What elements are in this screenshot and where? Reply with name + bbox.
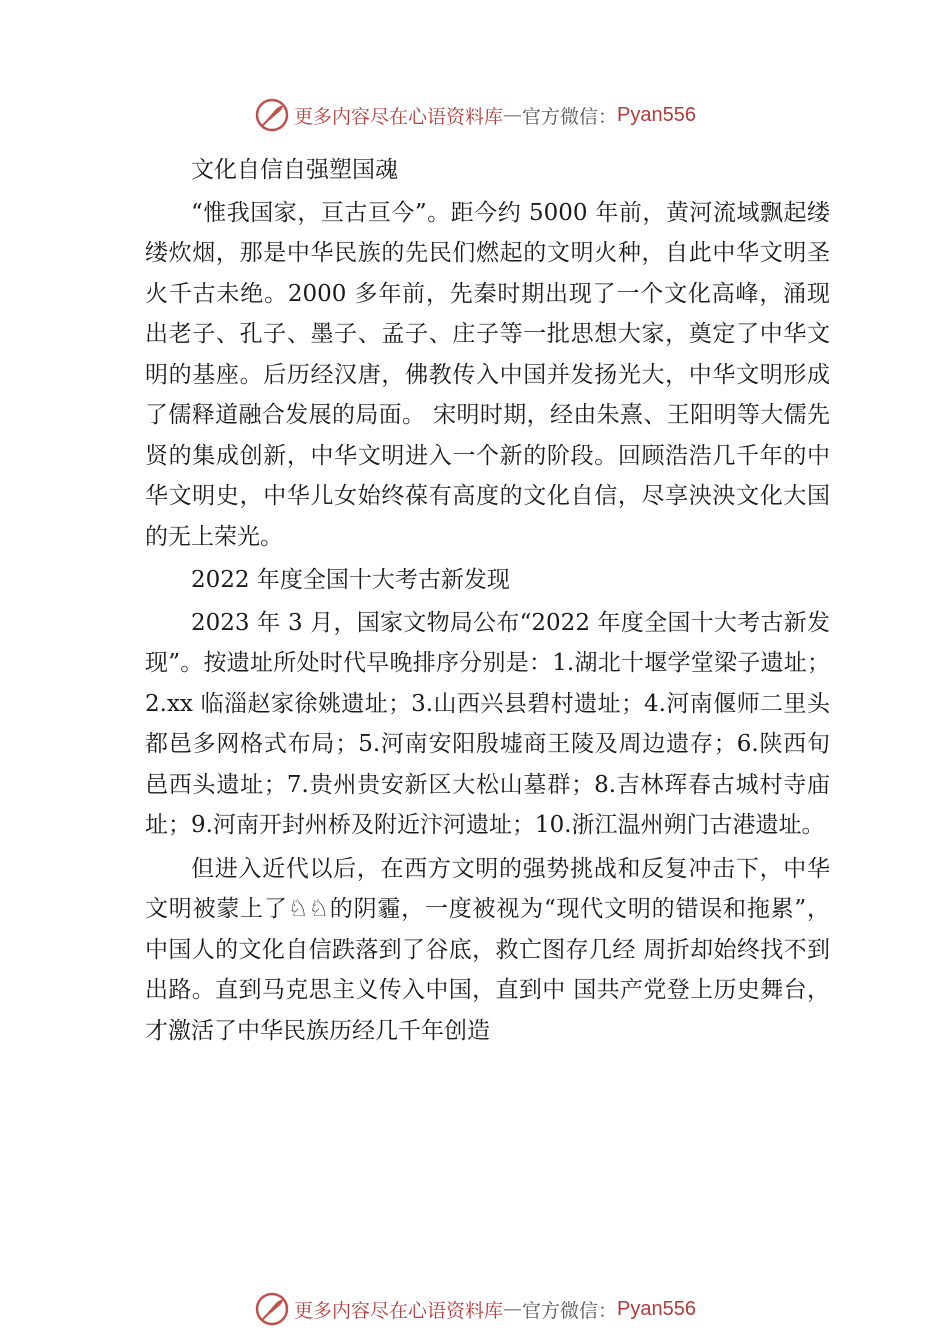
footer-banner [0,1287,950,1331]
paragraph-modern: 但进入近代以后，在西方文明的强势挑战和反复冲击下，中华文明被蒙上了♘♘的阴霾，一度被视为“现代文明的错误和拖累”，中国人的文化自信跌落到了谷底，救亡图存几经 周折却始终找不到出路。直到马克思主义传入中国，直到中 国共产党登上历史舞台，才激活了中华民族历经几千年创造 [145,855,830,1044]
paragraph-history: “惟我国家，亘古亘今”。距今约 5000 年前，黄河流域飘起缕缕炊烟，那是中华民族的先民们燃起的文明火种，自此中华文明圣火千古未绝。2000 多年前，先秦时期出现了一个文化高峰，涌现出老子、孔子、墨子、孟子、庄子等一批思想大家，奠定了中华文明的基座。后历经汉唐，佛教传入中国并发扬光大，中华文明形成了儒释道融合发展的局面。 宋明时期，经由朱熹、王阳明等大儒先贤的集成创新，中华文明进入一个新的阶段。回顾浩浩几千年的中华文明史，中华儿女始终葆有高度的文化自信，尽享泱泱文化大国的无上荣光。 [145,199,830,550]
wechat-label: 官方微信： [522,1299,618,1322]
wechat-id: Pyan556 [617,1297,696,1320]
section-heading-archaeology: 2022 年度全国十大考古新发现 [191,567,510,593]
banner-separator: — [503,104,523,126]
quill-logo-icon [254,1291,290,1327]
page-title: 文化自信自强塑国魂 [191,157,398,183]
banner-text: 更多内容尽在心语资料库 [294,1299,504,1322]
banner-separator: — [503,1298,523,1320]
banner-text: 更多内容尽在心语资料库 [294,105,504,128]
wechat-id: Pyan556 [617,103,696,126]
header-banner [0,93,950,137]
wechat-label: 官方微信： [522,105,618,128]
paragraph-archaeology: 2023 年 3 月，国家文物局公布“2022 年度全国十大考古新发现”。按遗址所处时代早晚排序分别是：1.湖北十堰学堂梁子遗址；2.xx 临淄赵家徐姚遗址；3.山西兴县碧村遗址；4.河南偃师二里头都邑多网格式布局；5.河南安阳殷墟商王陵及周边遗存；6.陕西旬邑西头遗址；7.贵州贵安新区大松山墓群；8.吉林珲春古城村寺庙址；9.河南开封州桥及附近汴河遗址；10.浙江温州朔门古港遗址。 [145,609,830,838]
document-body [145,150,830,1051]
quill-logo-icon [254,97,290,133]
